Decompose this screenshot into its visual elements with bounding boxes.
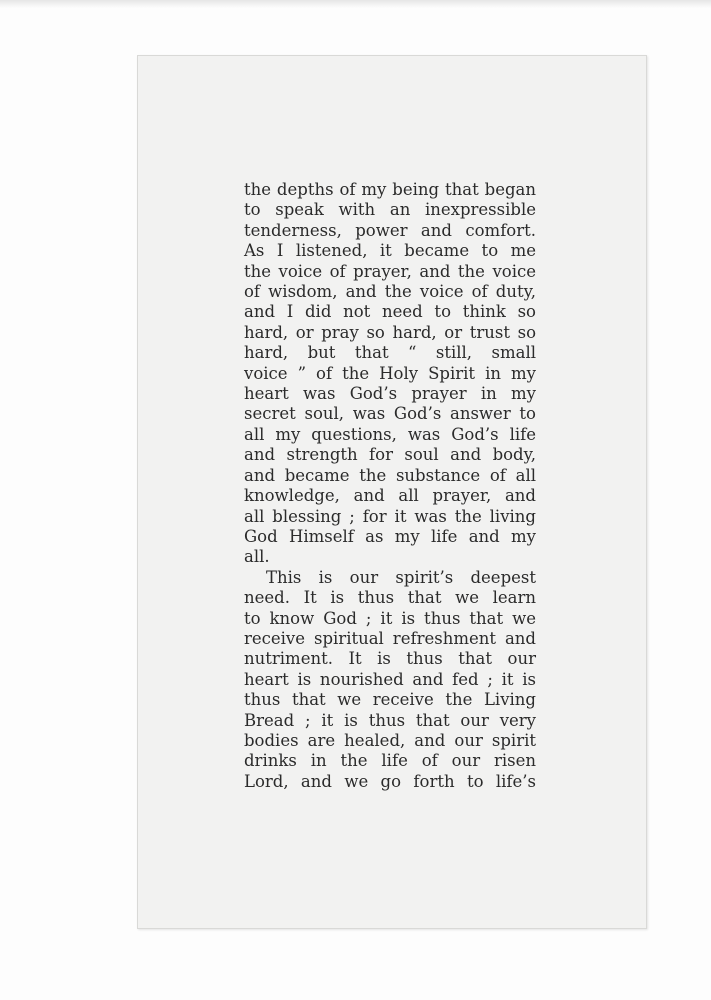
text-line: bodies are healed, and our spirit	[244, 730, 536, 750]
text-line: hard, or pray so hard, or trust so	[244, 322, 536, 342]
text-line: all blessing ; for it was the living	[244, 506, 536, 526]
text-line: the voice of prayer, and the voice	[244, 261, 536, 281]
text-line: hard, but that “ still, small	[244, 343, 536, 363]
text-line: to speak with an inexpressible	[244, 200, 536, 220]
book-page	[137, 55, 647, 929]
text-line: heart was God’s prayer in my	[244, 384, 536, 404]
text-line: of wisdom, and the voice of duty,	[244, 282, 536, 302]
text-line: God Himself as my life and my	[244, 526, 536, 546]
text-line: knowledge, and all prayer, and	[244, 486, 536, 506]
text-line: nutriment. It is thus that our	[244, 649, 536, 669]
text-line: Lord, and we go forth to life’s	[244, 771, 536, 791]
text-line: This is our spirit’s deepest	[266, 567, 536, 587]
text-line: all my questions, was God’s life	[244, 424, 536, 444]
text-line: and strength for soul and body,	[244, 445, 536, 465]
text-line: all.	[244, 547, 270, 567]
text-line: thus that we receive the Living	[244, 690, 536, 710]
text-line: As I listened, it became to me	[244, 241, 536, 261]
page-text	[244, 180, 536, 792]
text-line: voice ” of the Holy Spirit in my	[244, 363, 536, 383]
text-line: tenderness, power and comfort.	[244, 220, 536, 240]
text-line: secret soul, was God’s answer to	[244, 404, 536, 424]
text-line: heart is nourished and fed ; it is	[244, 669, 536, 689]
text-line: drinks in the life of our risen	[244, 751, 536, 771]
text-line: and I did not need to think so	[244, 302, 536, 322]
text-line: need. It is thus that we learn	[244, 588, 536, 608]
scan-edge-shadow	[0, 0, 711, 8]
text-line: to know God ; it is thus that we	[244, 608, 536, 628]
text-line: Bread ; it is thus that our very	[244, 710, 536, 730]
paragraph-2	[244, 568, 536, 792]
text-line: and became the substance of all	[244, 465, 536, 485]
text-line: the depths of my being that began	[244, 180, 536, 199]
text-line: receive spiritual refreshment and	[244, 628, 536, 648]
paragraph-1	[244, 180, 536, 568]
